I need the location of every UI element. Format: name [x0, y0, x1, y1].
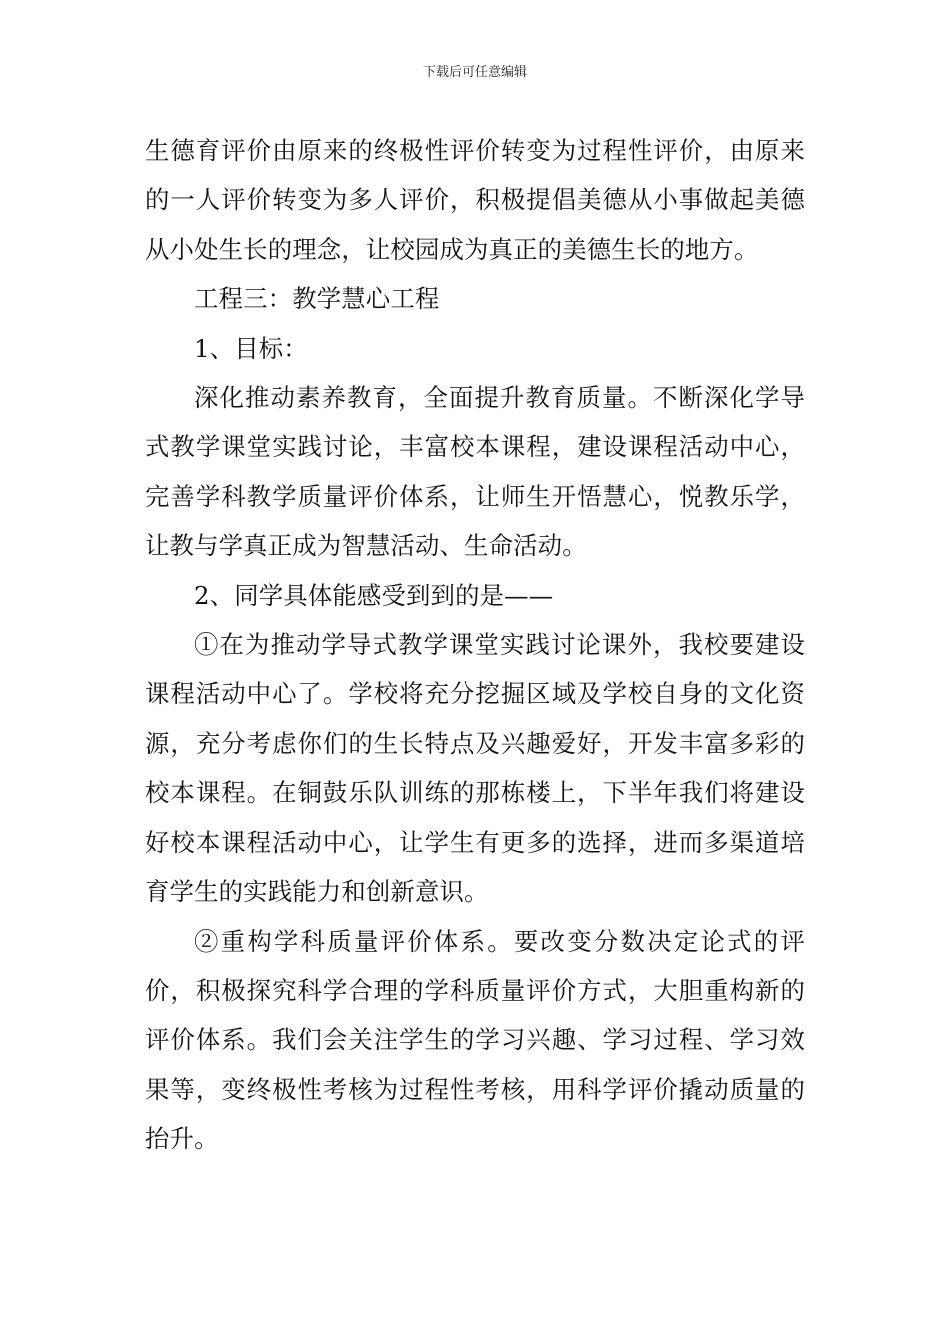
- paragraph-item-two: ②重构学科质量评价体系。要改变分数决定论式的评价，积极探究科学合理的学科质量评价方式，大胆重构新的评价体系。我们会关注学生的学习兴趣、学习过程、学习效果等，变终极性考核为过程性考核，用科学评价撬动质量的抬升。: [145, 926, 805, 1154]
- subheading-goal: 1、目标：: [194, 333, 308, 363]
- page-header-note: 下载后可任意编辑: [422, 65, 527, 80]
- paragraph-item-one: ①在为推动学导式教学课堂实践讨论课外，我校要建设课程活动中心了。学校将充分挖掘区域及学校自身的文化资源，充分考虑你们的生长特点及兴趣爱好，开发丰富多彩的校本课程。在铜鼓乐队训练的那栋楼上，下半年我们将建设好校本课程活动中心，让学生有更多的选择，进而多渠道培育学生的实践能力和创新意识。: [145, 630, 805, 907]
- document-body: [145, 126, 805, 1164]
- subheading-student-experience: 2、同学具体能感受到到的是——: [194, 580, 554, 610]
- paragraph-goal: 深化推动素养教育，全面提升教育质量。不断深化学导式教学课堂实践讨论，丰富校本课程，建设课程活动中心，完善学科教学质量评价体系，让师生开悟慧心，悦教乐学，让教与学真正成为智慧活动、生命活动。: [145, 383, 805, 561]
- paragraph-continuation: 生德育评价由原来的终极性评价转变为过程性评价，由原来的一人评价转变为多人评价，积极提倡美德从小事做起美德从小处生长的理念，让校园成为真正的美德生长的地方。: [145, 136, 805, 264]
- section-heading-project-three: 工程三：教学慧心工程: [194, 284, 440, 314]
